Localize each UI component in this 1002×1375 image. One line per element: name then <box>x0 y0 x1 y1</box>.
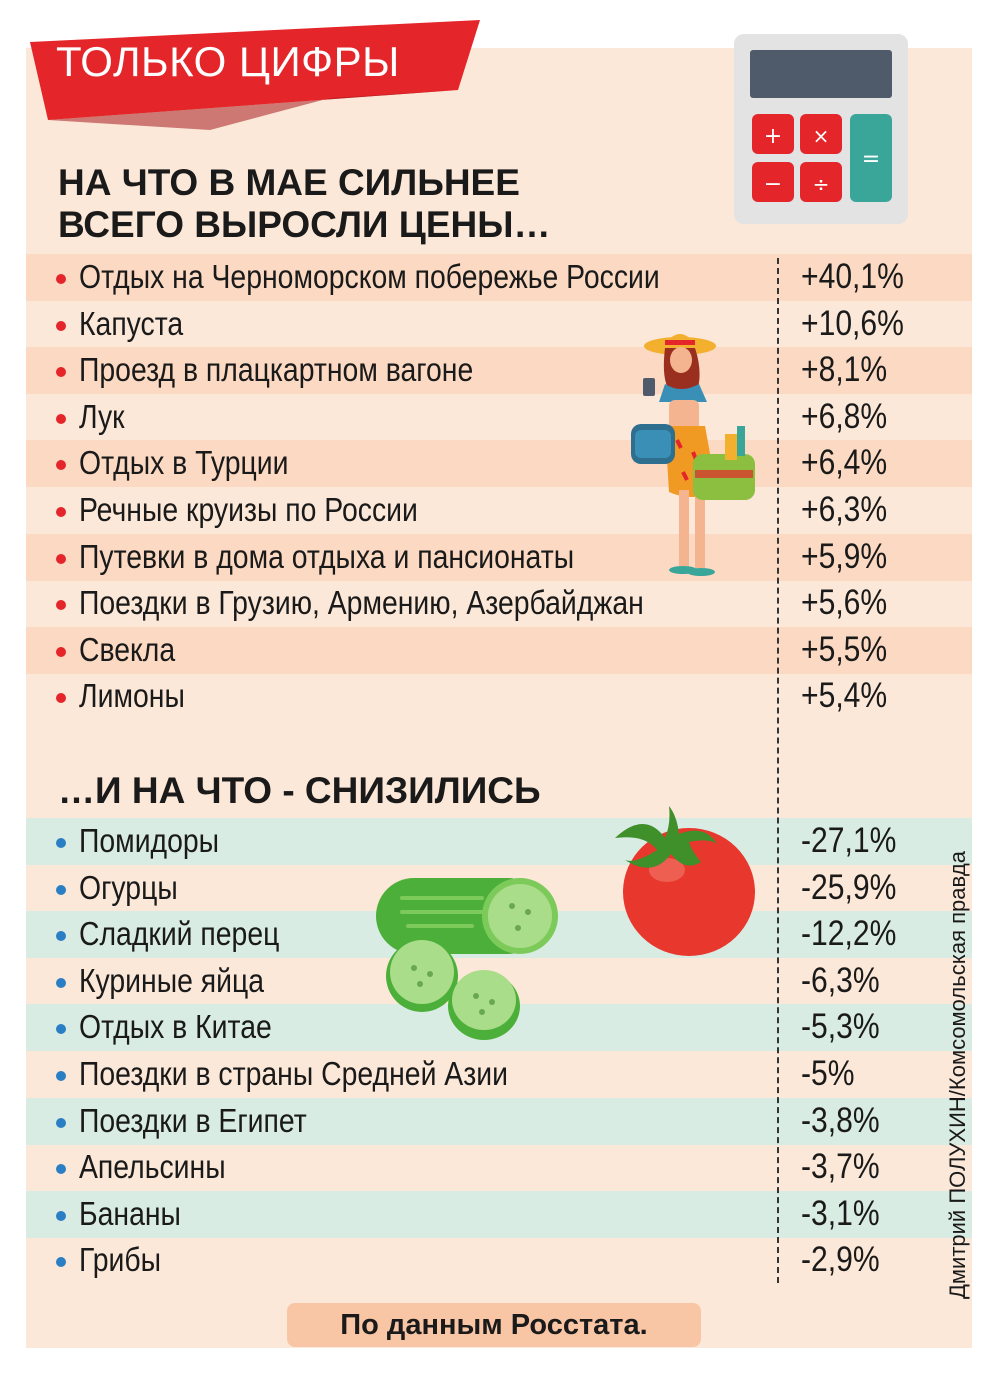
increase-label: Поездки в Грузию, Армению, Азербайджан <box>79 584 644 622</box>
decrease-value: -6,3% <box>801 960 880 1000</box>
decrease-value: -2,9% <box>801 1240 880 1280</box>
decrease-value: -3,1% <box>801 1193 880 1233</box>
increase-row <box>26 487 972 534</box>
increase-label: Капуста <box>79 304 184 342</box>
decrease-label: Бананы <box>79 1194 181 1232</box>
decrease-label: Огурцы <box>79 868 178 906</box>
increase-value: +5,5% <box>801 629 888 669</box>
calc-key-equals: = <box>861 147 881 172</box>
increase-label: Путевки в дома отдыха и пансионаты <box>79 537 575 575</box>
calc-key-divide: ÷ <box>812 172 830 196</box>
heading-increases-line1: НА ЧТО В МАЕ СИЛЬНЕЕ <box>58 162 520 203</box>
bullet-dot <box>56 1257 66 1267</box>
bullet-dot <box>56 885 66 895</box>
increase-row <box>26 301 972 348</box>
decrease-label: Поездки в Египет <box>79 1101 307 1139</box>
increase-value: +40,1% <box>801 257 904 296</box>
heading-increases-line2: ВСЕГО ВЫРОСЛИ ЦЕНЫ… <box>58 204 551 245</box>
bullet-dot <box>56 978 66 988</box>
cucumber-illustration <box>372 872 562 1042</box>
decrease-label: Отдых в Китае <box>79 1008 272 1046</box>
increase-row <box>26 673 972 720</box>
value-column-divider <box>777 258 779 1283</box>
increase-value: +10,6% <box>801 303 904 343</box>
decrease-value: -12,2% <box>801 914 897 954</box>
decrease-label: Поездки в страны Средней Азии <box>79 1055 508 1092</box>
decrease-row <box>26 1051 972 1098</box>
source-note-text: По данным Росстата. <box>340 1309 648 1341</box>
decrease-label: Куриные яйца <box>79 961 265 999</box>
increase-value: +5,6% <box>801 583 888 623</box>
decrease-label: Сладкий перец <box>79 915 280 953</box>
increase-value: +6,8% <box>801 396 888 436</box>
source-note <box>287 1303 701 1347</box>
calculator-icon <box>734 34 908 224</box>
bullet-dot <box>56 1071 66 1081</box>
increase-row <box>26 254 972 301</box>
decrease-value: -27,1% <box>801 821 897 860</box>
banner-label: ТОЛЬКО ЦИФРЫ <box>56 38 400 85</box>
decrease-row <box>26 1098 972 1145</box>
bullet-dot <box>56 274 66 284</box>
bullet-dot <box>56 554 66 564</box>
calc-key-times: × <box>812 124 830 148</box>
increase-row <box>26 440 972 487</box>
increase-row <box>26 534 972 581</box>
decrease-value: -5,3% <box>801 1007 880 1047</box>
increase-label: Речные круизы по России <box>79 491 418 528</box>
bullet-dot <box>56 414 66 424</box>
decrease-row <box>26 1144 972 1191</box>
decrease-value: -25,9% <box>801 867 897 907</box>
bullet-dot <box>56 1118 66 1128</box>
increase-value: +6,3% <box>801 490 888 529</box>
bullet-dot <box>56 600 66 610</box>
tomato-illustration <box>605 798 765 960</box>
decrease-label: Апельсины <box>79 1148 226 1186</box>
increase-value: +5,4% <box>801 676 888 716</box>
bullet-dot <box>56 367 66 377</box>
increase-label: Лимоны <box>79 677 185 715</box>
increase-label: Отдых на Черноморском побережье России <box>79 258 660 295</box>
increase-row <box>26 394 972 441</box>
bullet-dot <box>56 460 66 470</box>
increase-row <box>26 580 972 627</box>
photo-credit: Дмитрий ПОЛУХИН/Комсомольская правда <box>945 851 970 1299</box>
decrease-value: -3,8% <box>801 1100 880 1140</box>
increase-row <box>26 347 972 394</box>
calc-key-minus: − <box>763 172 783 197</box>
bullet-dot <box>56 693 66 703</box>
increase-label: Лук <box>79 397 125 435</box>
bullet-dot <box>56 931 66 941</box>
decrease-label: Грибы <box>79 1241 162 1279</box>
bullet-dot <box>56 321 66 331</box>
increase-value: +8,1% <box>801 350 888 390</box>
bullet-dot <box>56 507 66 517</box>
increase-label: Отдых в Турции <box>79 444 289 482</box>
decrease-row <box>26 1237 972 1284</box>
increase-label: Проезд в плацкартном вагоне <box>79 351 474 389</box>
woman-tourist-illustration <box>625 322 765 580</box>
increase-value: +6,4% <box>801 443 888 483</box>
increase-row <box>26 627 972 674</box>
increase-value: +5,9% <box>801 536 888 576</box>
bullet-dot <box>56 1211 66 1221</box>
bullet-dot <box>56 1164 66 1174</box>
bullet-dot <box>56 1024 66 1034</box>
increase-label: Свекла <box>79 630 176 668</box>
decrease-value: -5% <box>801 1054 855 1093</box>
decrease-label: Помидоры <box>79 822 220 859</box>
bullet-dot <box>56 838 66 848</box>
calc-key-plus: + <box>763 124 783 149</box>
decrease-value: -3,7% <box>801 1147 880 1187</box>
heading-decreases: …И НА ЧТО - СНИЗИЛИСЬ <box>58 770 541 811</box>
decrease-row <box>26 1191 972 1238</box>
decrease-row <box>26 818 972 865</box>
heading-increases <box>58 162 550 246</box>
bullet-dot <box>56 647 66 657</box>
